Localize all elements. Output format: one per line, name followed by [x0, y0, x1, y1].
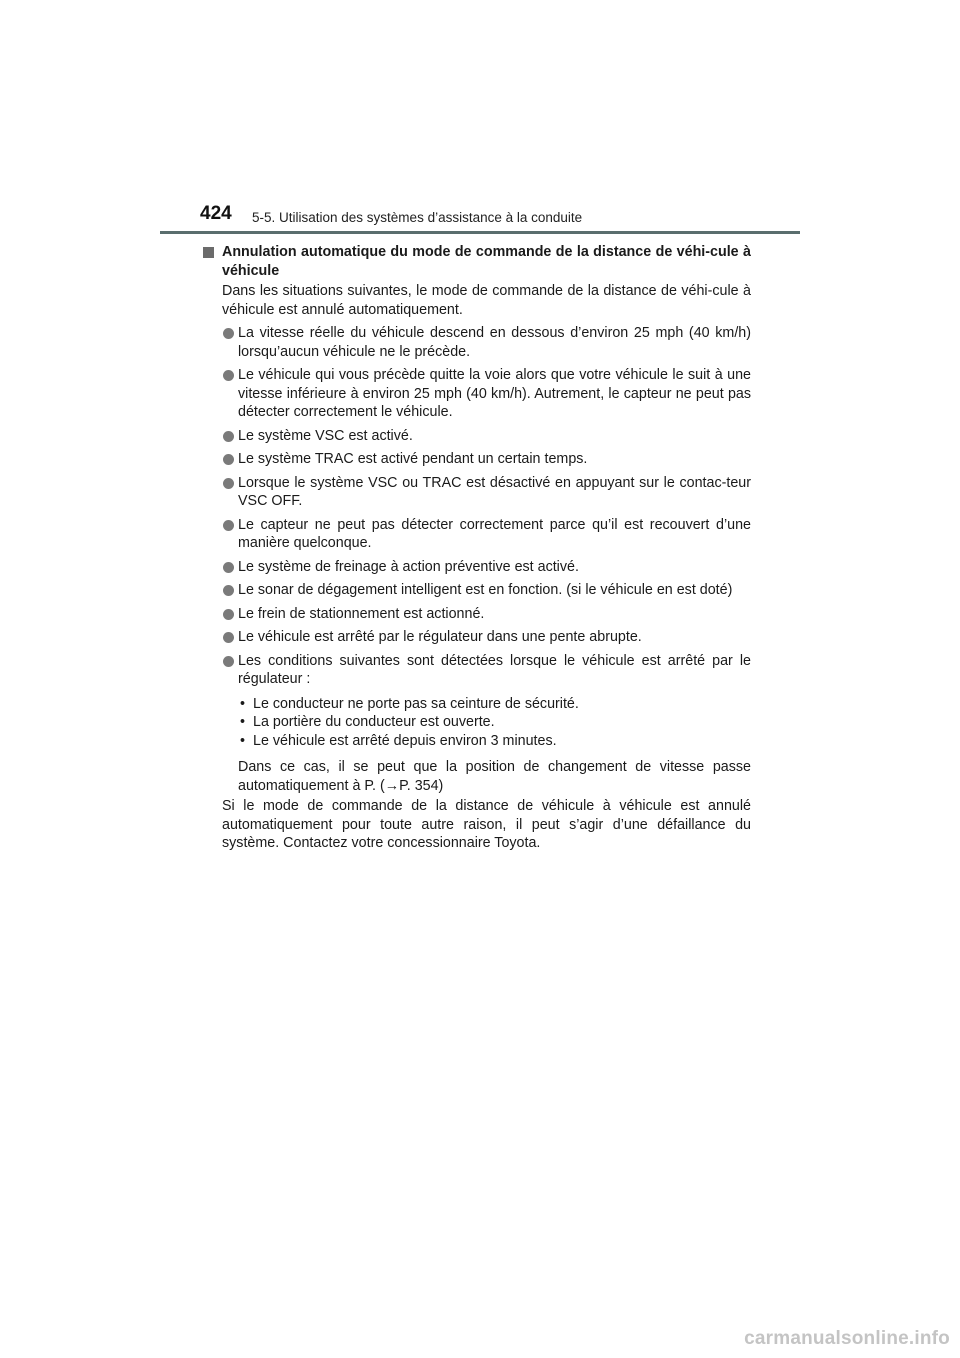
list-item	[203, 605, 751, 624]
sub-list-item	[238, 695, 751, 714]
page-header	[200, 203, 800, 233]
list-item-text: Le frein de stationnement est actionné.	[238, 605, 485, 622]
bullet-dot-icon	[223, 585, 234, 596]
condition-list	[203, 324, 751, 750]
list-item	[203, 324, 751, 361]
closing-paragraph: Si le mode de commande de la distance de véhicule à véhicule est annulé automatiquement pour toute autre raison, il peut s’agir d’une défaillance du système. Contactez votre concessionnaire Toyota.	[222, 798, 751, 851]
bullet-dot-icon	[223, 370, 234, 381]
list-item-text: Le système TRAC est activé pendant un certain temps.	[238, 451, 588, 467]
page-content	[203, 243, 751, 853]
bullet-dot-icon	[223, 431, 234, 442]
list-item	[203, 558, 751, 577]
sub-list-item-text: Le véhicule est arrêté depuis environ 3 minutes.	[253, 732, 557, 749]
list-item-text: La vitesse réelle du véhicule descend en dessous d’environ 25 mph (40 km/h) lorsqu’aucun véhicule ne le précède.	[238, 325, 751, 360]
list-item-text: Le système VSC est activé.	[238, 427, 413, 444]
list-item	[203, 628, 751, 647]
sub-list-item-text: La portière du conducteur est ouverte.	[253, 714, 495, 730]
list-item-text: Lorsque le système VSC ou TRAC est désactivé en appuyant sur le contac-teur VSC OFF.	[238, 474, 751, 509]
sub-list-item-text: Le conducteur ne porte pas sa ceinture de sécurité.	[253, 695, 579, 712]
bullet-dot-icon	[223, 562, 234, 573]
list-item-text: Le véhicule est arrêté par le régulateur dans une pente abrupte.	[238, 629, 642, 645]
bullet-dot-icon	[223, 454, 234, 465]
bullet-dot-icon	[223, 632, 234, 643]
bullet-mark-icon: •	[240, 695, 246, 712]
section-heading-text: Annulation automatique du mode de commande de la distance de véhi-cule à véhicule	[222, 244, 751, 279]
note-paragraph: Dans ce cas, il se peut que la position de changement de vitesse passe automatiquement à P. (→P. 354)	[238, 759, 751, 794]
bullet-mark-icon: •	[240, 714, 246, 730]
list-item	[203, 652, 751, 751]
page-number: 424	[200, 203, 232, 224]
bullet-dot-icon	[223, 656, 234, 667]
header-divider	[160, 231, 800, 234]
bullet-dot-icon	[223, 328, 234, 339]
sub-list-item	[238, 713, 751, 732]
list-item	[203, 474, 751, 511]
list-item	[203, 581, 751, 600]
intro-paragraph: Dans les situations suivantes, le mode de commande de la distance de véhi-cule à véhicule est annulé automatiquement.	[222, 283, 751, 318]
section-heading	[203, 243, 751, 280]
watermark: carmanualsonline.info	[744, 1328, 950, 1349]
list-item-text: Le capteur ne peut pas détecter correctement parce qu’il est recouvert d’une manière quelconque.	[238, 516, 751, 551]
bullet-dot-icon	[223, 478, 234, 489]
list-item-text: Les conditions suivantes sont détectées lorsque le véhicule est arrêté par le régulateur :	[238, 652, 751, 687]
list-item	[203, 516, 751, 553]
list-item-text: Le système de freinage à action préventive est activé.	[238, 558, 579, 575]
bullet-mark-icon: •	[240, 732, 246, 749]
square-bullet-icon	[203, 247, 214, 258]
list-item	[203, 366, 751, 422]
section-title: 5-5. Utilisation des systèmes d’assistance à la conduite	[252, 210, 583, 225]
list-item-text: Le véhicule qui vous précède quitte la voie alors que votre véhicule le suit à une vitesse inférieure à environ 25 mph (40 km/h). Autrement, le capteur ne peut pas détecter correctement le véhicule.	[238, 367, 751, 420]
sub-condition-list	[238, 695, 751, 751]
bullet-dot-icon	[223, 520, 234, 531]
list-item	[203, 450, 751, 469]
list-item-text: Le sonar de dégagement intelligent est en fonction. (si le véhicule en est doté)	[238, 582, 733, 598]
sub-list-item	[238, 732, 751, 751]
bullet-dot-icon	[223, 609, 234, 620]
list-item	[203, 427, 751, 446]
